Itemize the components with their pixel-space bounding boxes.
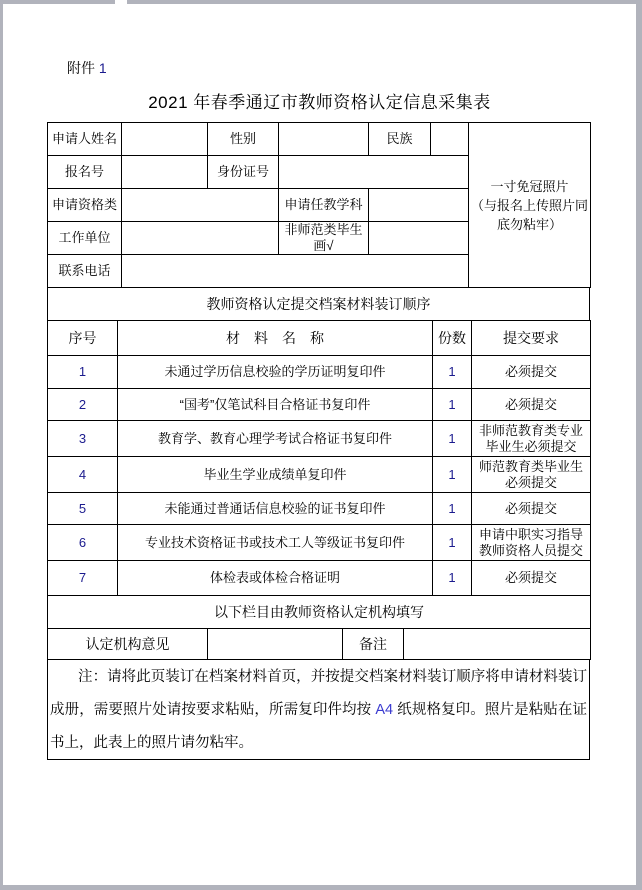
- col-header-requirement: 提交要求: [472, 321, 591, 356]
- ethnicity-label: 民族: [369, 123, 431, 156]
- material-name: 毕业生学业成绩单复印件: [118, 457, 433, 493]
- requirement: 必须提交: [472, 493, 591, 525]
- attachment-number: 1: [98, 60, 107, 76]
- contact-phone-label: 联系电话: [48, 255, 122, 288]
- page-top-notch: [115, 0, 127, 5]
- table-row: [48, 596, 591, 629]
- teaching-subject-label: 申请任教学科: [279, 189, 369, 222]
- copies-count: 1: [433, 389, 472, 421]
- applicant-name-field[interactable]: [122, 123, 208, 156]
- authority-opinion-field[interactable]: [208, 629, 343, 660]
- non-normal-graduate-field[interactable]: [369, 222, 469, 255]
- binding-instructions-note: [47, 659, 590, 760]
- note-text-part2: 纸规格复印。照片是粘贴在证书上，此表上的照片请勿粘牢。: [50, 702, 587, 751]
- document-page: [3, 4, 636, 885]
- row-index: 6: [48, 525, 118, 561]
- requirement: 必须提交: [472, 561, 591, 596]
- table-row: [48, 421, 591, 457]
- row-index: 2: [48, 389, 118, 421]
- attachment-label: [67, 58, 107, 78]
- authority-opinion-table: [47, 628, 591, 660]
- non-normal-graduate-label: 非师范类毕生画√: [279, 222, 369, 255]
- authority-fill-note: 以下栏目由教师资格认定机构填写: [48, 596, 591, 629]
- id-number-field[interactable]: [279, 156, 469, 189]
- registration-no-field[interactable]: [122, 156, 208, 189]
- qualification-type-field[interactable]: [122, 189, 279, 222]
- material-name: “国考”仅笔试科目合格证书复印件: [118, 389, 433, 421]
- table-row: [48, 561, 591, 596]
- table-row: [48, 356, 591, 389]
- row-index: 1: [48, 356, 118, 389]
- qualification-type-label: 申请资格类: [48, 189, 122, 222]
- requirement: 非师范教育类专业毕业生必须提交: [472, 421, 591, 457]
- photo-note-line: （与报名上传照片同: [470, 197, 588, 213]
- work-unit-label: 工作单位: [48, 222, 122, 255]
- remarks-field[interactable]: [404, 629, 591, 660]
- applicant-name-label: 申请人姓名: [48, 123, 122, 156]
- table-row: [48, 493, 591, 525]
- row-index: 4: [48, 457, 118, 493]
- requirement: 申请中职实习指导教师资格人员提交: [472, 525, 591, 561]
- photo-note-line: 底勿粘牢）: [496, 216, 562, 232]
- row-index: 3: [48, 421, 118, 457]
- requirement: 师范教育类毕业生必须提交: [472, 457, 591, 493]
- form-sheet: [47, 122, 590, 760]
- col-header-name: 材 料 名 称: [118, 321, 433, 356]
- table-row: [48, 123, 591, 156]
- materials-section-title: 教师资格认定提交档案材料装订顺序: [48, 288, 590, 321]
- material-name: 未能通过普通话信息校验的证书复印件: [118, 493, 433, 525]
- copies-count: 1: [433, 356, 472, 389]
- table-row: [48, 525, 591, 561]
- note-a4-highlight: A4: [375, 702, 394, 718]
- copies-count: 1: [433, 421, 472, 457]
- col-header-copies: 份数: [433, 321, 472, 356]
- material-name: 教育学、教育心理学考试合格证书复印件: [118, 421, 433, 457]
- table-row: [48, 389, 591, 421]
- table-row: [48, 288, 590, 321]
- materials-table: [47, 320, 591, 629]
- requirement: 必须提交: [472, 356, 591, 389]
- copies-count: 1: [433, 493, 472, 525]
- page-title: 2021 年春季通辽市教师资格认定信息采集表: [148, 93, 491, 112]
- table-header-row: [48, 321, 591, 356]
- copies-count: 1: [433, 561, 472, 596]
- material-name: 专业技术资格证书或技术工人等级证书复印件: [118, 525, 433, 561]
- authority-opinion-label: 认定机构意见: [48, 629, 208, 660]
- work-unit-field[interactable]: [122, 222, 279, 255]
- note-text-part1: 注：请将此页装订在档案材料首页，并按提交档案材料装订顺序将申请材料装订成册，需要照片处请按要求粘贴，所需复印件均按: [50, 669, 587, 718]
- photo-placeholder-cell: [469, 123, 591, 288]
- row-index: 7: [48, 561, 118, 596]
- ethnicity-field[interactable]: [431, 123, 469, 156]
- gender-field[interactable]: [279, 123, 369, 156]
- material-name: 体检表或体检合格证明: [118, 561, 433, 596]
- material-name: 未通过学历信息校验的学历证明复印件: [118, 356, 433, 389]
- gender-label: 性别: [208, 123, 279, 156]
- photo-note-line: 一寸免冠照片: [490, 178, 569, 194]
- applicant-info-table: [47, 122, 591, 288]
- requirement: 必须提交: [472, 389, 591, 421]
- attachment-text: 附件: [67, 60, 95, 76]
- registration-no-label: 报名号: [48, 156, 122, 189]
- table-row: [48, 629, 591, 660]
- teaching-subject-field[interactable]: [369, 189, 469, 222]
- copies-count: 1: [433, 525, 472, 561]
- table-row: [48, 457, 591, 493]
- id-number-label: 身份证号: [208, 156, 279, 189]
- copies-count: 1: [433, 457, 472, 493]
- materials-section-banner: [47, 287, 590, 321]
- remarks-label: 备注: [343, 629, 404, 660]
- contact-phone-field[interactable]: [122, 255, 469, 288]
- col-header-index: 序号: [48, 321, 118, 356]
- row-index: 5: [48, 493, 118, 525]
